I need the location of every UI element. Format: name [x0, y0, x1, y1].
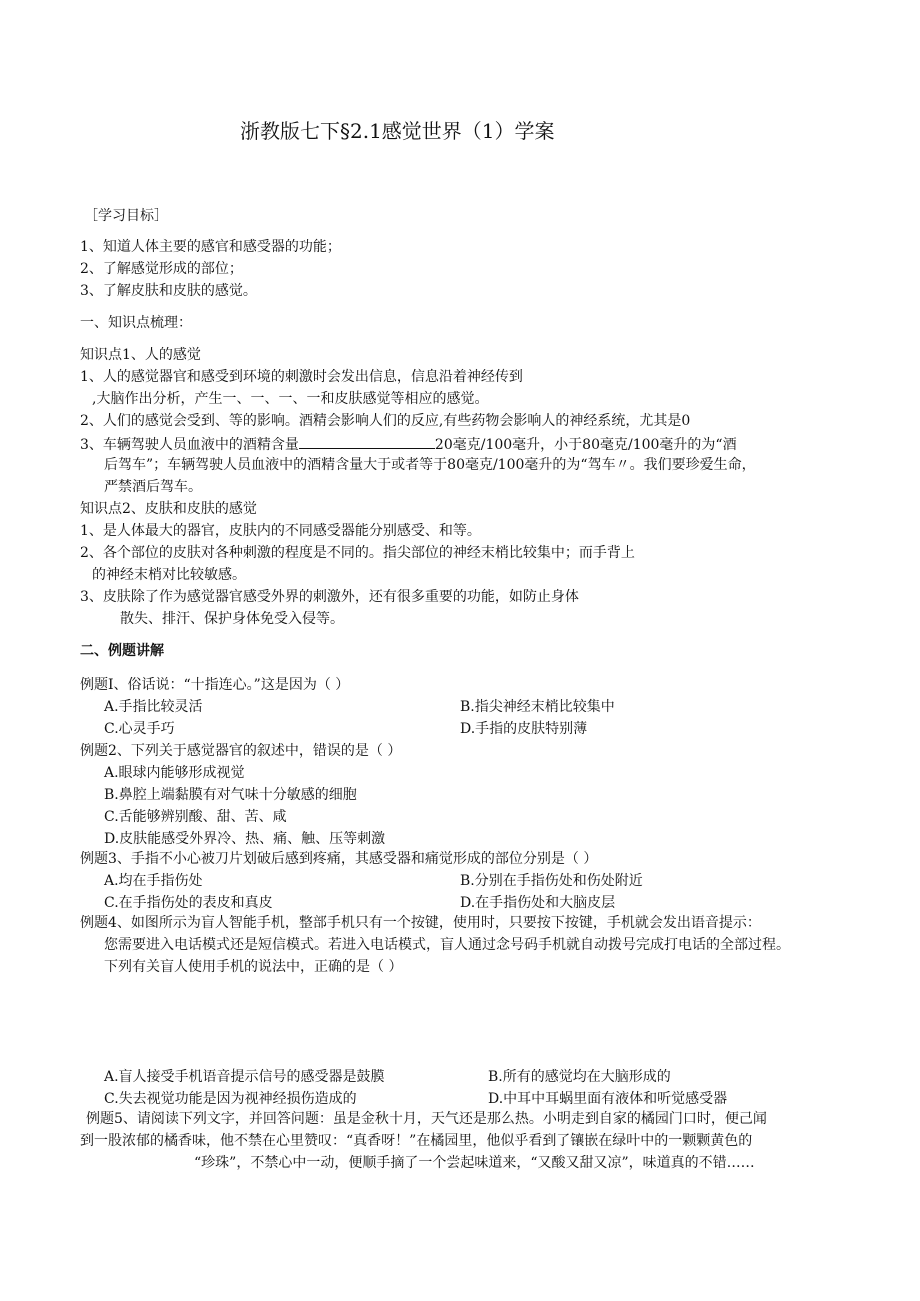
kp2-line-5: 散失、排汗、保护身体免受入侵等。	[120, 611, 344, 627]
kp1-title: 知识点1、人的感觉	[80, 347, 201, 363]
kp2-line-3: 的神经末梢对比较敏感。	[92, 567, 246, 583]
ex1-option-b: B.指尖神经末梢比较集中	[460, 699, 615, 715]
ex4-option-a: A.盲人接受手机语音提示信号的感受器是鼓膜	[104, 1069, 385, 1085]
kp2-line-2: 2、各个部位的皮肤对各种刺激的程度是不同的。指尖部位的神经末梢比较集中；而手背上	[80, 545, 635, 561]
ex5-line-2: 到一股浓郁的橘香味，他不禁在心里赞叹：“真香呀！”在橘园里，他似乎看到了镶嵌在绿叶中的一颗颗黄色的	[80, 1133, 753, 1149]
ex3-question: 例题3、手指不小心被刀片划破后感到疼痛，其感受器和痛觉形成的部位分别是（ ）	[80, 851, 598, 867]
goal-item-2: 2、了解感觉形成的部位；	[80, 261, 243, 277]
kp1-line-4	[80, 434, 737, 454]
ex3-option-d: D.在手指伤处和大脑皮层	[460, 895, 616, 911]
ex4-option-d: D.中耳中耳蜗里面有液体和听觉感受器	[488, 1091, 728, 1107]
kp2-line-4: 3、皮肤除了作为感觉器官感受外界的刺激外，还有很多重要的功能，如防止身体	[80, 589, 579, 605]
kp1-line-6: 严禁酒后驾车。	[104, 479, 202, 495]
ex1-option-c: C.心灵手巧	[104, 721, 175, 737]
ex5-line-3: “珍珠”，不禁心中一动，便顺手摘了一个尝起味道来，“又酸又甜又凉”，味道真的不错……	[194, 1155, 755, 1171]
ex1-option-d: D.手指的皮肤特别薄	[460, 721, 588, 737]
goals-header: ［学习目标］	[84, 208, 168, 224]
ex3-option-b: B.分别在手指伤处和伤处附近	[460, 873, 643, 889]
kp2-title: 知识点2、皮肤和皮肤的感觉	[80, 501, 257, 517]
kp1-line-1: 1、人的感觉器官和感受到环境的刺激时会发出信息，信息沿着神经传到	[80, 369, 523, 385]
ex3-option-c: C.在手指伤处的表皮和真皮	[104, 895, 273, 911]
kp1-line-3: 2、人们的感觉会受到、等的影响。酒精会影响人们的反应,有些药物会影响人的神经系统，尤其是0	[80, 413, 691, 429]
ex5-line-1: 例题5、请阅读下列文字，并回答问题：虽是金秋十月，天气还是那么热。小明走到自家的橘园门口时，便己闻	[86, 1111, 767, 1127]
ex4-question-line-2: 您需要进入电话模式还是短信模式。若进入电话模式，盲人通过念号码手机就自动拨号完成打电话的全部过程。	[104, 937, 790, 953]
goal-item-3: 3、了解皮肤和皮肤的感觉。	[80, 283, 257, 299]
kp1-line-4-start: 3、车辆驾驶人员血液中的酒精含量	[80, 437, 299, 453]
ex1-question: 例题I、俗话说：“十指连心。”这是因为（ ）	[80, 677, 350, 693]
page-title: 浙教版七下§2.1感觉世界（1）学案	[240, 119, 555, 143]
goal-item-1: 1、知道人体主要的感官和感受器的功能；	[80, 239, 341, 255]
section1-heading: 一、知识点梳理：	[80, 315, 192, 331]
ex3-option-a: A.均在手指伤处	[104, 873, 203, 889]
ex2-option-c: C.舌能够辨别酸、甜、苦、咸	[104, 809, 287, 825]
kp1-line-4-end: 20毫克/100毫升，小于80毫克/100毫升的为“酒	[434, 437, 737, 453]
ex4-option-c: C.失去视觉功能是因为视神经损伤造成的	[104, 1091, 357, 1107]
ex2-option-b: B.鼻腔上端黏膜有对气味十分敏感的细胞	[104, 787, 357, 803]
section2-heading: 二、例题讲解	[80, 643, 164, 659]
kp1-line-5: 后驾车”；车辆驾驶人员血液中的酒精含量大于或者等于80毫克/100毫升的为“驾车〃。我们要珍爱生命，	[104, 457, 756, 473]
ex4-option-b: B.所有的感觉均在大脑形成的	[488, 1069, 671, 1085]
kp2-line-1: 1、是人体最大的器官，皮肤内的不同感受器能分别感受、和等。	[80, 523, 481, 539]
fill-blank[interactable]	[299, 434, 435, 449]
ex4-question-line-1: 例题4、如图所示为盲人智能手机，整部手机只有一个按键，使用时，只要按下按键，手机就会发出语音提示：	[80, 915, 761, 931]
ex2-question: 例题2、下列关于感觉器官的叙述中，错误的是（ ）	[80, 743, 402, 759]
ex1-option-a: A.手指比较灵活	[104, 699, 203, 715]
ex2-option-d: D.皮肤能感受外界冷、热、痛、触、压等刺激	[104, 831, 386, 847]
ex2-option-a: A.眼球内能够形成视觉	[104, 765, 245, 781]
ex4-question-line-3: 下列有关盲人使用手机的说法中，正确的是（ ）	[104, 959, 403, 975]
kp1-line-2: ,大脑作出分析，产生一、一、一、一和皮肤感觉等相应的感觉。	[92, 391, 489, 407]
